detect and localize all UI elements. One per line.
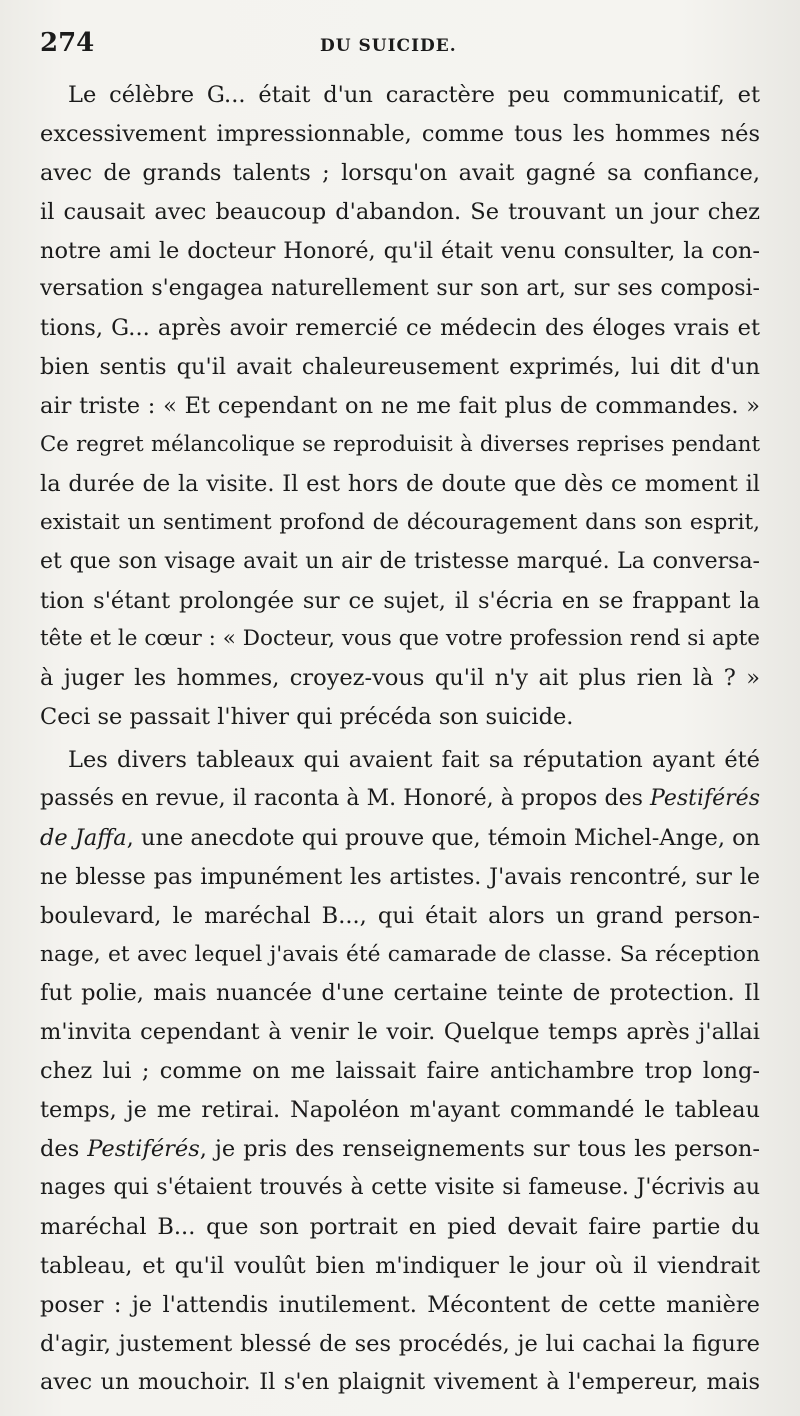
text-line: nage, et avec lequel j'avais été camarade de classe. Sa réception xyxy=(40,941,760,967)
text-line: poser : je l'attendis inutilement. Mécontent de cette manière xyxy=(40,1291,760,1318)
text-line: Ceci se passait l'hiver qui précéda son suicide. xyxy=(40,704,574,731)
text-line: boulevard, le maréchal B..., qui était alors un grand person- xyxy=(40,902,760,929)
text-line: nages qui s'étaient trouvés à cette visite si fameuse. J'écrivis au xyxy=(40,1174,760,1200)
text-segment: , je pris des renseignements sur tous les person- xyxy=(199,1136,760,1163)
italic-title: Pestiférés xyxy=(87,1136,200,1163)
text-line: maréchal B... que son portrait en pied devait faire partie du xyxy=(40,1213,760,1240)
text-line: air triste : « Et cependant on ne me fait plus de commandes. » xyxy=(40,393,760,420)
text-line: bien sentis qu'il avait chaleureusement exprimés, lui dit d'un xyxy=(40,354,760,381)
text-line: fut polie, mais nuancée d'une certaine teinte de protection. Il xyxy=(40,980,760,1007)
italic-title: Pestiférés xyxy=(650,786,760,812)
page-number: 274 xyxy=(40,28,95,58)
text-line: chez lui ; comme on me laissait faire antichambre trop long- xyxy=(40,1058,760,1085)
text-line xyxy=(40,1130,760,1169)
text-line: tableau, et qu'il voulût bien m'indiquer le jour où il viendrait xyxy=(40,1252,760,1279)
text-line: Les divers tableaux qui avaient fait sa réputation ayant été xyxy=(68,747,760,774)
text-line: à juger les hommes, croyez-vous qu'il n'y ait plus rien là ? » xyxy=(40,665,760,692)
text-line: temps, je me retirai. Napoléon m'ayant commandé le tableau xyxy=(40,1097,760,1124)
text-line: versation s'engagea naturellement sur son art, sur ses composi- xyxy=(40,276,760,302)
text-line: il causait avec beaucoup d'abandon. Se trouvant un jour chez xyxy=(40,198,760,225)
text-line xyxy=(40,780,760,819)
text-segment: des xyxy=(40,1136,88,1163)
text-line: d'agir, justement blessé de ses procédés, je lui cachai la figure xyxy=(40,1330,760,1357)
text-line: m'invita cependant à venir le voir. Quelque temps après j'allai xyxy=(40,1019,760,1046)
text-line: avec de grands talents ; lorsqu'on avait gagné sa confiance, xyxy=(40,159,760,186)
text-line: et que son visage avait un air de tristesse marqué. La conversa- xyxy=(40,548,760,574)
italic-title: de Jaffa xyxy=(40,824,127,851)
text-line: Ce regret mélancolique se reproduisit à diverses reprises pendant xyxy=(40,432,760,458)
text-line: notre ami le docteur Honoré, qu'il était venu consulter, la con- xyxy=(40,237,760,264)
body-text xyxy=(40,76,760,1402)
text-line: tion s'étant prolongée sur ce sujet, il s'écria en se frappant la xyxy=(40,587,760,614)
text-line: tête et le cœur : « Docteur, vous que votre profession rend si apte xyxy=(40,626,760,652)
text-segment: , une anecdote qui prouve que, témoin Michel-Ange, on xyxy=(126,824,760,851)
text-line: ne blesse pas impunément les artistes. J'avais rencontré, sur le xyxy=(40,863,760,890)
text-line: tions, G... après avoir remercié ce médecin des éloges vrais et xyxy=(40,315,760,342)
text-line: excessivement impressionnable, comme tous les hommes nés xyxy=(40,120,760,147)
page-header xyxy=(40,28,760,68)
text-line xyxy=(40,819,760,858)
text-line: existait un sentiment profond de découragement dans son esprit, xyxy=(40,509,760,535)
text-segment: passés en revue, il raconta à M. Honoré, à propos des xyxy=(40,786,650,812)
text-line: Le célèbre G... était d'un caractère peu communicatif, et xyxy=(68,82,760,108)
running-head: DU SUICIDE. xyxy=(320,36,457,56)
text-line: avec un mouchoir. Il s'en plaignit vivement à l'empereur, mais xyxy=(40,1369,760,1396)
text-line: la durée de la visite. Il est hors de doute que dès ce moment il xyxy=(40,470,760,497)
